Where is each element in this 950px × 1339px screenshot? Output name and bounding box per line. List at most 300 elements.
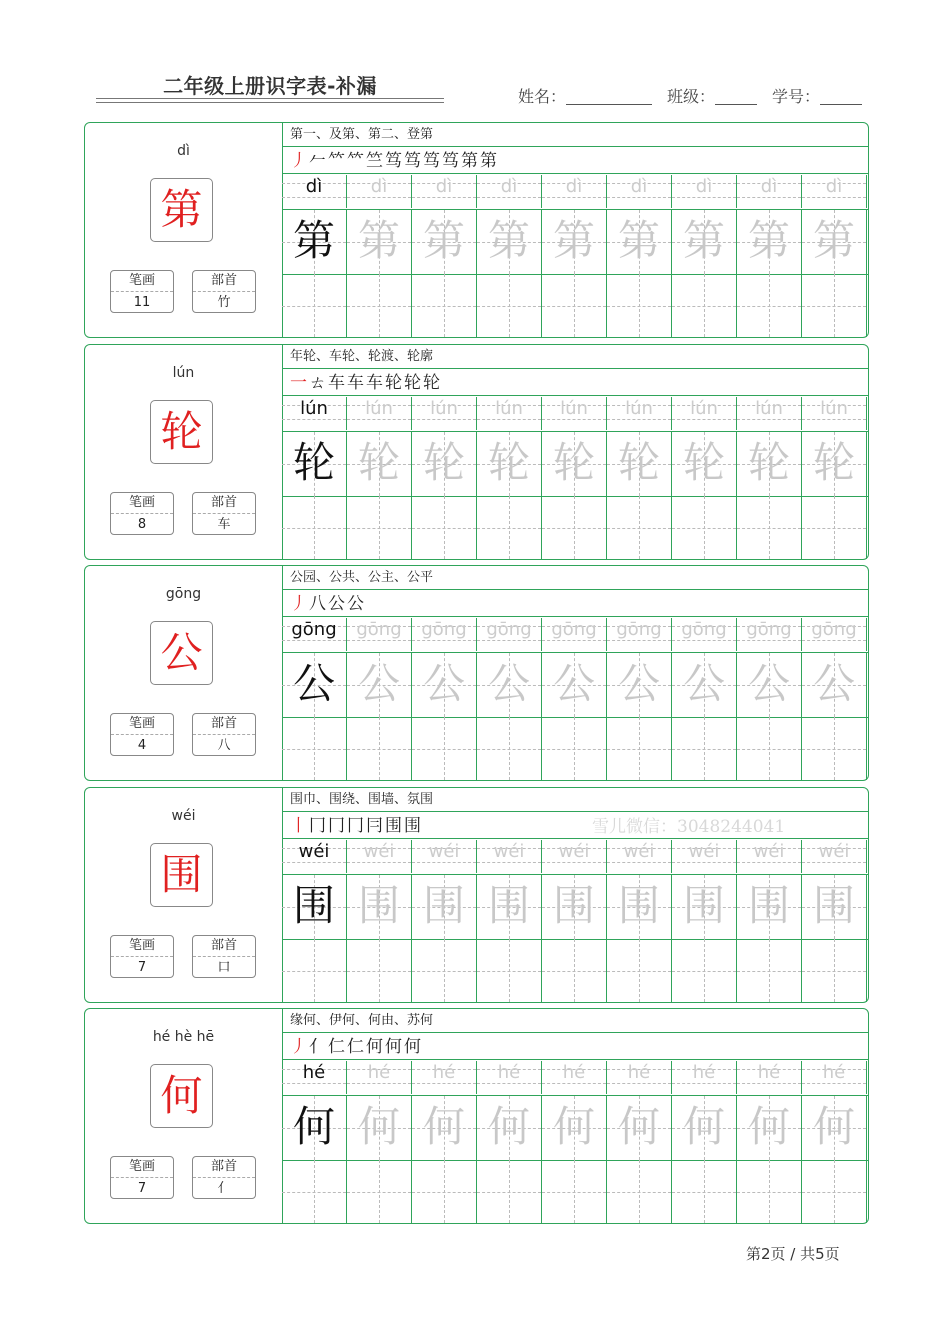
pinyin-practice-row <box>282 840 869 873</box>
blank-practice-cell[interactable] <box>737 274 802 337</box>
character-trace-text: 第 <box>682 216 725 265</box>
pinyin-practice-text: gōng <box>486 619 532 640</box>
title-underline-2 <box>96 102 444 103</box>
radical-box <box>192 1156 256 1199</box>
pinyin-practice-cell[interactable] <box>607 397 672 430</box>
name-field[interactable] <box>518 84 652 107</box>
character-trace-cell[interactable] <box>412 875 477 939</box>
stroke-step: 冂 <box>347 816 364 836</box>
character-trace-text: 轮 <box>552 438 595 487</box>
character-trace-cell[interactable] <box>802 653 867 717</box>
stroke-count-label: 笔画 <box>111 936 173 957</box>
stroke-step: 冂 <box>328 816 345 836</box>
character-trace-row <box>282 652 869 718</box>
pinyin-practice-cell[interactable] <box>282 397 347 430</box>
pinyin-practice-cell[interactable] <box>672 1061 737 1094</box>
blank-practice-cell[interactable] <box>607 717 672 780</box>
pinyin-practice-row <box>282 397 869 430</box>
blank-practice-row <box>282 1160 869 1223</box>
stroke-count-label: 笔画 <box>111 271 173 292</box>
character-info-panel <box>85 1009 283 1223</box>
stroke-order <box>282 369 869 396</box>
character-display: 轮 <box>150 400 213 464</box>
radical-value: 口 <box>217 960 231 975</box>
name-blank[interactable] <box>566 88 652 105</box>
character-trace-text: 公 <box>682 659 725 708</box>
pinyin-practice-text: hé <box>757 1062 781 1083</box>
blank-practice-cell[interactable] <box>542 939 607 1002</box>
character-trace-cell[interactable] <box>542 210 607 274</box>
stroke-step: 丿 <box>290 151 307 171</box>
pinyin-practice-text: wéi <box>363 841 395 862</box>
pinyin-practice-cell[interactable] <box>737 618 802 651</box>
blank-practice-cell[interactable] <box>737 717 802 780</box>
stroke-count-box <box>110 492 174 535</box>
character-trace-cell[interactable] <box>412 653 477 717</box>
character-trace-text: 何 <box>422 1102 465 1151</box>
stroke-count-value: 4 <box>137 738 147 753</box>
character-trace-cell[interactable] <box>802 210 867 274</box>
character-trace-cell[interactable] <box>802 875 867 939</box>
blank-practice-cell[interactable] <box>282 939 347 1002</box>
character-trace-cell[interactable] <box>542 875 607 939</box>
page-title: 二年级上册识字表-补漏 <box>163 74 377 98</box>
radical-box <box>192 935 256 978</box>
blank-practice-cell[interactable] <box>412 717 477 780</box>
radical-label: 部首 <box>193 493 255 514</box>
character-trace-text: 公 <box>487 659 530 708</box>
class-field[interactable] <box>667 84 757 107</box>
character-trace-text: 公 <box>357 659 400 708</box>
pinyin-practice-cell[interactable] <box>477 397 542 430</box>
character-trace-cell[interactable] <box>412 432 477 496</box>
example-words: 缘何、伊何、何由、苏何 <box>282 1009 869 1033</box>
character-trace-cell[interactable] <box>607 210 672 274</box>
stroke-step: 冂 <box>309 816 326 836</box>
blank-practice-cell[interactable] <box>542 496 607 559</box>
character-trace-cell[interactable] <box>542 653 607 717</box>
blank-practice-cell[interactable] <box>477 1160 542 1223</box>
stroke-step: 仁 <box>328 1037 345 1057</box>
stroke-step: 车 <box>366 373 383 393</box>
radical-label: 部首 <box>193 1157 255 1178</box>
character-trace-cell[interactable] <box>347 210 412 274</box>
character-trace-cell[interactable] <box>412 210 477 274</box>
character-trace-cell[interactable] <box>347 875 412 939</box>
character-trace-cell[interactable] <box>737 875 802 939</box>
blank-practice-cell[interactable] <box>282 496 347 559</box>
radical-value: 车 <box>217 517 231 532</box>
pinyin-practice-cell[interactable] <box>672 175 737 208</box>
example-words: 围巾、围绕、围墙、氛围 <box>282 788 869 812</box>
pinyin-practice-cell[interactable] <box>542 840 607 873</box>
character-trace-text: 围 <box>422 881 465 930</box>
pinyin-practice-cell[interactable] <box>347 175 412 208</box>
character-trace-cell[interactable] <box>607 653 672 717</box>
number-field[interactable] <box>772 84 862 107</box>
character-trace-cell[interactable] <box>282 875 347 939</box>
blank-practice-cell[interactable] <box>282 274 347 337</box>
pinyin-practice-text: lún <box>495 398 523 419</box>
character-trace-cell[interactable] <box>347 653 412 717</box>
stroke-step: 一 <box>290 373 307 393</box>
blank-practice-cell[interactable] <box>477 496 542 559</box>
blank-practice-cell[interactable] <box>607 939 672 1002</box>
pinyin-practice-text: gōng <box>616 619 662 640</box>
stroke-step: 𠂉 <box>309 151 326 171</box>
character-trace-cell[interactable] <box>737 210 802 274</box>
blank-practice-cell[interactable] <box>542 274 607 337</box>
blank-practice-row <box>282 939 869 1002</box>
blank-practice-cell[interactable] <box>672 1160 737 1223</box>
blank-practice-cell[interactable] <box>477 717 542 780</box>
pinyin-practice-text: dì <box>435 176 453 197</box>
character-trace-cell[interactable] <box>477 1096 542 1160</box>
stroke-step: 公 <box>347 594 364 614</box>
example-words: 公园、公共、公主、公平 <box>282 566 869 590</box>
stroke-step: 丨 <box>290 816 307 836</box>
radical-box <box>192 492 256 535</box>
pinyin-practice-cell[interactable] <box>412 397 477 430</box>
pinyin-practice-cell[interactable] <box>412 1061 477 1094</box>
pinyin-practice-cell[interactable] <box>737 397 802 430</box>
stroke-step: 竺 <box>366 151 383 171</box>
blank-practice-row <box>282 274 869 337</box>
blank-practice-cell[interactable] <box>347 496 412 559</box>
pinyin-practice-text: wéi <box>428 841 460 862</box>
character-trace-text: 第 <box>422 216 465 265</box>
stroke-step: 围 <box>385 816 402 836</box>
character-trace-cell[interactable] <box>282 432 347 496</box>
pinyin-practice-text: wéi <box>623 841 655 862</box>
character-trace-cell[interactable] <box>672 875 737 939</box>
pinyin-practice-cell[interactable] <box>282 1061 347 1094</box>
blank-practice-cell[interactable] <box>412 1160 477 1223</box>
pinyin-practice-cell[interactable] <box>672 840 737 873</box>
number-blank[interactable] <box>820 88 862 105</box>
pinyin-practice-text: wéi <box>493 841 525 862</box>
pinyin-practice-cell[interactable] <box>542 397 607 430</box>
stroke-step: 亻 <box>309 1037 326 1057</box>
character-trace-cell[interactable] <box>347 1096 412 1160</box>
blank-practice-cell[interactable] <box>737 939 802 1002</box>
blank-practice-cell[interactable] <box>802 496 867 559</box>
pinyin-practice-cell[interactable] <box>347 840 412 873</box>
pinyin-practice-text: lún <box>755 398 783 419</box>
stroke-step: 𥫗 <box>347 151 364 171</box>
pinyin-practice-text: gōng <box>746 619 792 640</box>
character-trace-text: 公 <box>812 659 855 708</box>
character-trace-cell[interactable] <box>737 1096 802 1160</box>
character-trace-text: 第 <box>487 216 530 265</box>
pinyin-practice-cell[interactable] <box>282 840 347 873</box>
character-trace-text: 围 <box>292 881 335 930</box>
blank-practice-cell[interactable] <box>802 274 867 337</box>
character-trace-text: 公 <box>617 659 660 708</box>
character-trace-cell[interactable] <box>282 210 347 274</box>
character-trace-text: 何 <box>747 1102 790 1151</box>
character-trace-cell[interactable] <box>672 653 737 717</box>
character-trace-text: 第 <box>292 216 335 265</box>
character-trace-text: 公 <box>292 659 335 708</box>
character-trace-text: 第 <box>747 216 790 265</box>
character-pinyin: wéi <box>171 808 196 824</box>
stroke-step: 何 <box>366 1037 383 1057</box>
pinyin-practice-cell[interactable] <box>802 1061 867 1094</box>
pinyin-practice-cell[interactable] <box>737 175 802 208</box>
stroke-count-box <box>110 1156 174 1199</box>
pinyin-practice-text: wéi <box>298 841 330 862</box>
name-label: 姓名： <box>518 87 567 106</box>
pinyin-practice-text: hé <box>432 1062 456 1083</box>
stroke-order <box>282 590 869 617</box>
pinyin-practice-text: wéi <box>558 841 590 862</box>
character-card <box>84 565 869 781</box>
character-trace-cell[interactable] <box>347 432 412 496</box>
character-trace-cell[interactable] <box>737 432 802 496</box>
character-trace-text: 第 <box>552 216 595 265</box>
pinyin-practice-cell[interactable] <box>542 1061 607 1094</box>
pinyin-practice-text: dì <box>760 176 778 197</box>
pinyin-practice-text: dì <box>305 176 323 197</box>
character-trace-text: 围 <box>552 881 595 930</box>
pinyin-practice-cell[interactable] <box>347 397 412 430</box>
stroke-step: 笃 <box>442 151 459 171</box>
blank-practice-cell[interactable] <box>347 274 412 337</box>
character-trace-cell[interactable] <box>607 875 672 939</box>
stroke-step: 轮 <box>385 373 402 393</box>
character-trace-text: 围 <box>487 881 530 930</box>
pinyin-practice-cell[interactable] <box>672 397 737 430</box>
character-display: 公 <box>150 621 213 685</box>
stroke-step: 笃 <box>385 151 402 171</box>
blank-practice-row <box>282 717 869 780</box>
title-underline <box>96 98 444 99</box>
stroke-step: 围 <box>404 816 421 836</box>
pinyin-practice-cell[interactable] <box>477 618 542 651</box>
blank-practice-cell[interactable] <box>737 1160 802 1223</box>
character-trace-text: 轮 <box>812 438 855 487</box>
blank-practice-cell[interactable] <box>347 1160 412 1223</box>
character-trace-cell[interactable] <box>672 1096 737 1160</box>
stroke-step: 轮 <box>404 373 421 393</box>
pinyin-practice-text: wéi <box>753 841 785 862</box>
pinyin-practice-text: gōng <box>681 619 727 640</box>
stroke-step: 轮 <box>423 373 440 393</box>
blank-practice-cell[interactable] <box>672 939 737 1002</box>
blank-practice-cell[interactable] <box>477 939 542 1002</box>
stroke-count-label: 笔画 <box>111 493 173 514</box>
pinyin-practice-text: dì <box>565 176 583 197</box>
pinyin-practice-cell[interactable] <box>802 840 867 873</box>
character-trace-cell[interactable] <box>802 1096 867 1160</box>
blank-practice-cell[interactable] <box>412 274 477 337</box>
page-header <box>0 0 950 110</box>
pinyin-practice-cell[interactable] <box>802 618 867 651</box>
stroke-order <box>282 1033 869 1060</box>
blank-practice-cell[interactable] <box>542 1160 607 1223</box>
radical-value: 八 <box>217 738 231 753</box>
pinyin-practice-cell[interactable] <box>282 175 347 208</box>
character-pinyin: dì <box>177 143 190 159</box>
pinyin-practice-cell[interactable] <box>802 175 867 208</box>
stroke-count-value: 11 <box>133 295 151 310</box>
blank-practice-cell[interactable] <box>542 717 607 780</box>
character-trace-text: 轮 <box>357 438 400 487</box>
character-trace-text: 公 <box>747 659 790 708</box>
radical-box <box>192 270 256 313</box>
character-trace-cell[interactable] <box>477 653 542 717</box>
character-display: 第 <box>150 178 213 242</box>
character-card <box>84 122 869 338</box>
stroke-count-value: 7 <box>137 960 147 975</box>
blank-practice-cell[interactable] <box>672 274 737 337</box>
number-label: 学号： <box>772 87 821 106</box>
pinyin-practice-cell[interactable] <box>802 397 867 430</box>
blank-practice-cell[interactable] <box>607 1160 672 1223</box>
pinyin-practice-cell[interactable] <box>607 1061 672 1094</box>
pinyin-practice-text: hé <box>497 1062 521 1083</box>
pinyin-practice-cell[interactable] <box>542 175 607 208</box>
pinyin-practice-text: lún <box>820 398 848 419</box>
character-trace-cell[interactable] <box>607 432 672 496</box>
blank-practice-cell[interactable] <box>672 496 737 559</box>
pinyin-practice-text: dì <box>630 176 648 197</box>
character-trace-text: 轮 <box>487 438 530 487</box>
character-trace-cell[interactable] <box>477 210 542 274</box>
pinyin-practice-text: gōng <box>356 619 402 640</box>
character-trace-text: 轮 <box>422 438 465 487</box>
stroke-step: ㄊ <box>309 373 326 393</box>
character-trace-cell[interactable] <box>282 1096 347 1160</box>
blank-practice-cell[interactable] <box>282 1160 347 1223</box>
character-trace-cell[interactable] <box>282 653 347 717</box>
character-trace-text: 公 <box>552 659 595 708</box>
blank-practice-cell[interactable] <box>607 274 672 337</box>
stroke-step: 丿 <box>290 594 307 614</box>
character-trace-cell[interactable] <box>802 432 867 496</box>
pinyin-practice-cell[interactable] <box>672 618 737 651</box>
blank-practice-row <box>282 496 869 559</box>
pinyin-practice-cell[interactable] <box>412 175 477 208</box>
pinyin-practice-text: hé <box>822 1062 846 1083</box>
stroke-count-label: 笔画 <box>111 714 173 735</box>
character-trace-text: 何 <box>357 1102 400 1151</box>
blank-practice-cell[interactable] <box>802 717 867 780</box>
character-trace-text: 轮 <box>682 438 725 487</box>
stroke-step: 何 <box>385 1037 402 1057</box>
pinyin-practice-cell[interactable] <box>282 618 347 651</box>
character-trace-cell[interactable] <box>672 210 737 274</box>
blank-practice-cell[interactable] <box>477 274 542 337</box>
blank-practice-cell[interactable] <box>347 717 412 780</box>
watermark: 雪儿微信：3048244041 <box>592 817 786 837</box>
character-info-panel <box>85 345 283 559</box>
blank-practice-cell[interactable] <box>802 1160 867 1223</box>
pinyin-practice-text: lún <box>365 398 393 419</box>
character-trace-cell[interactable] <box>542 432 607 496</box>
pinyin-practice-text: lún <box>300 398 328 419</box>
character-display: 何 <box>150 1064 213 1128</box>
character-trace-text: 轮 <box>747 438 790 487</box>
stroke-step: 笃 <box>404 151 421 171</box>
pinyin-practice-text: lún <box>690 398 718 419</box>
stroke-step: 丿 <box>290 1037 307 1057</box>
pinyin-practice-text: hé <box>562 1062 586 1083</box>
character-card <box>84 1008 869 1224</box>
stroke-step: 笃 <box>423 151 440 171</box>
blank-practice-cell[interactable] <box>282 717 347 780</box>
character-trace-cell[interactable] <box>542 1096 607 1160</box>
blank-practice-cell[interactable] <box>802 939 867 1002</box>
pinyin-practice-cell[interactable] <box>477 1061 542 1094</box>
pinyin-practice-cell[interactable] <box>477 840 542 873</box>
practice-panel <box>282 566 869 780</box>
pinyin-practice-text: wéi <box>818 841 850 862</box>
character-card <box>84 344 869 560</box>
pinyin-practice-cell[interactable] <box>737 840 802 873</box>
character-trace-cell[interactable] <box>477 875 542 939</box>
pinyin-practice-text: dì <box>695 176 713 197</box>
stroke-count-label: 笔画 <box>111 1157 173 1178</box>
blank-practice-cell[interactable] <box>737 496 802 559</box>
stroke-count-box <box>110 713 174 756</box>
blank-practice-cell[interactable] <box>412 496 477 559</box>
example-words: 第一、及第、第二、登第 <box>282 123 869 147</box>
radical-value: 竹 <box>217 295 231 310</box>
character-trace-row <box>282 431 869 497</box>
pinyin-practice-cell[interactable] <box>477 175 542 208</box>
pinyin-practice-text: hé <box>367 1062 391 1083</box>
pinyin-practice-cell[interactable] <box>607 840 672 873</box>
pinyin-practice-cell[interactable] <box>737 1061 802 1094</box>
character-info-panel <box>85 788 283 1002</box>
character-trace-cell[interactable] <box>737 653 802 717</box>
character-trace-text: 第 <box>617 216 660 265</box>
pinyin-practice-cell[interactable] <box>607 175 672 208</box>
blank-practice-cell[interactable] <box>607 496 672 559</box>
character-trace-cell[interactable] <box>412 1096 477 1160</box>
pinyin-practice-cell[interactable] <box>347 618 412 651</box>
character-trace-cell[interactable] <box>477 432 542 496</box>
radical-value: 亻 <box>217 1181 231 1196</box>
character-trace-text: 围 <box>747 881 790 930</box>
pinyin-practice-text: hé <box>692 1062 716 1083</box>
character-trace-cell[interactable] <box>672 432 737 496</box>
character-pinyin: hé hè hē <box>152 1029 215 1045</box>
pinyin-practice-cell[interactable] <box>347 1061 412 1094</box>
pinyin-practice-cell[interactable] <box>542 618 607 651</box>
character-trace-cell[interactable] <box>607 1096 672 1160</box>
pinyin-practice-cell[interactable] <box>607 618 672 651</box>
blank-practice-cell[interactable] <box>672 717 737 780</box>
character-trace-text: 第 <box>357 216 400 265</box>
pinyin-practice-text: dì <box>500 176 518 197</box>
radical-label: 部首 <box>193 714 255 735</box>
blank-practice-cell[interactable] <box>347 939 412 1002</box>
character-trace-text: 何 <box>552 1102 595 1151</box>
blank-practice-cell[interactable] <box>412 939 477 1002</box>
radical-label: 部首 <box>193 271 255 292</box>
pinyin-practice-text: gōng <box>421 619 467 640</box>
character-trace-text: 围 <box>357 881 400 930</box>
class-blank[interactable] <box>715 88 757 105</box>
pinyin-practice-text: hé <box>627 1062 651 1083</box>
pinyin-practice-cell[interactable] <box>412 840 477 873</box>
character-trace-text: 何 <box>812 1102 855 1151</box>
pinyin-practice-cell[interactable] <box>412 618 477 651</box>
stroke-step: 车 <box>328 373 345 393</box>
